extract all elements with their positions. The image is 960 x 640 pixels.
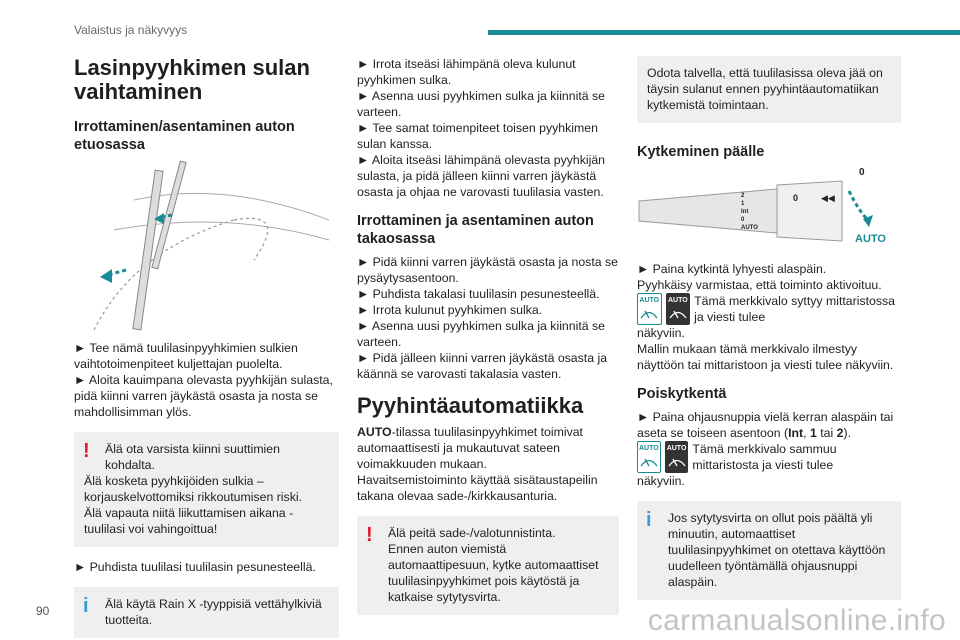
front-step-3: ► Puhdista tuulilasi tuulilasin pesunesteellä. [74, 560, 316, 574]
column-3 [637, 56, 901, 600]
column-1 [74, 56, 339, 638]
stalk-label-auto: AUTO [855, 233, 886, 245]
auto-wiper-indicator-dark-icon: AUTO [665, 441, 689, 473]
warning-line-3: Älä vapauta niitä liikuttamisen aikana - tuulilasi voi vahingoittua! [84, 506, 294, 536]
rear-step-5: ► Pidä jälleen kiinni varren jäykästä osasta ja käännä se varovasti takalasia vasten. [357, 351, 608, 381]
warning-line-2: Älä kosketa pyyhkijöiden sulkia – korjauskelvottomiksi rikkoutumisen riski. [84, 474, 302, 504]
warning-line-1: Älä ota varsista kiinni suuttimien kohdalta. [105, 442, 280, 472]
stalk-label-small-auto: AUTO [741, 225, 758, 231]
header-accent-bar [488, 30, 960, 35]
header-title: Valaistus ja näkyvyys [74, 23, 188, 37]
front-step-7: ► Aloita itseäsi lähimpänä olevasta pyyhkijän sulasta, ja pidä jälleen kiinni varren jäykästä osasta ja ohjaa ne varovasti tuulilasia vasten. [357, 153, 605, 199]
rear-step-1: ► Pidä kiinni varren jäykästä osasta ja nosta se pysäytysasentoon. [357, 255, 618, 285]
info-box-reactivate [637, 501, 901, 600]
auto-mode-desc: -tilassa tuulilasinpyyhkimet toimivat automaattisesti ja mukautuvat sateen voimakkuuden mukaan. [357, 425, 583, 471]
stalk-label-1: 1 [741, 201, 745, 207]
stalk-label-int: Int [741, 209, 749, 215]
auto-wiper-indicator-icon: AUTO [637, 441, 661, 473]
front-step-6: ► Tee samat toimenpiteet toisen pyyhkimen sulan kanssa. [357, 121, 598, 151]
stalk-label-2: 2 [741, 193, 745, 199]
switch-on-step-1: ► Paina kytkintä lyhyesti alaspäin. [637, 262, 827, 276]
switch-off-step: ► Paina ohjausnuppia vielä kerran alaspäin tai aseta se toiseen asentoon (Int, 1 tai 2). [637, 410, 894, 440]
subsection-switch-off: Poiskytkentä [637, 386, 727, 402]
rewind-icon: ◀◀ [821, 193, 835, 203]
front-step-4: ► Irrota itseäsi lähimpänä oleva kulunut pyyhkimen sulka. [357, 57, 576, 87]
warning-sensor-line-2a: Ennen auton viemistä automaattipesuun, kytke automaattiset tuulilasinpyyhkimet pois käytöstä ja katkaise sytytysvirta. [388, 542, 599, 604]
subsection-switch-on: Kytkeminen päälle [637, 144, 765, 160]
warning-icon: ! [83, 440, 90, 462]
page-number: 90 [36, 604, 50, 618]
rear-step-2: ► Puhdista takalasi tuulilasin pesunesteellä. [357, 287, 600, 301]
subsection-rear: Irrottaminen ja asentaminen auton takaosassa [357, 213, 594, 247]
auto-wiper-indicator-icon: AUTO [637, 293, 662, 325]
section-title-automatic-wiping: Pyyhintäautomatiikka [357, 393, 584, 418]
indicator-row-off [637, 441, 901, 473]
front-step-2: ► Aloita kauimpana olevasta pyyhkijän sulasta, pidä kiinni varren jäykästä osasta ja nosta se mahdollisimman ylös. [74, 373, 333, 419]
stalk-ring-0: 0 [793, 193, 799, 203]
watermark: carmanualsonline.info [647, 604, 946, 637]
auto-wiper-indicator-dark-icon: AUTO [666, 293, 691, 325]
info-box-rainx [74, 587, 339, 638]
warning-icon: ! [366, 524, 373, 546]
indicator-row-on [637, 293, 901, 325]
info-reactivate-text: Jos sytytysvirta on ollut pois päältä yli minuutin, automaattiset tuulilasinpyyhkimet on otettava käyttöön uudelleen työntämällä ohjausnuppi alaspäin. [668, 511, 886, 589]
detection-text: Havaitsemistoiminto käyttää sisätaustapeilin takana olevaa sade-/kirkkausanturia. [357, 473, 598, 503]
switch-on-note: Pyyhkäisy varmistaa, että toiminto aktivoituu. [637, 278, 882, 292]
indicator-on-text: Tämä merkkivalo syttyy mittaristossa ja viesti tulee [694, 294, 895, 324]
rear-step-4: ► Asenna uusi pyyhkimen sulka ja kiinnitä se varteen. [357, 319, 605, 349]
auto-bold: AUTO [357, 425, 392, 439]
indicator-off-text: Tämä merkkivalo sammuu mittaristosta ja viesti tulee [692, 442, 837, 472]
wiper-stalk-illustration [637, 167, 901, 251]
column-2 [357, 56, 619, 615]
model-note: Mallin mukaan tämä merkkivalo ilmestyy näyttöön tai mittaristoon ja viesti tulee näkyviin. [637, 342, 894, 372]
indicator-off-text-end: näkyviin. [637, 474, 685, 488]
section-title-blade-replacement: Lasinpyyhkimen sulan vaihtaminen [74, 55, 310, 104]
indicator-on-text-end: näkyviin. [637, 326, 685, 340]
stalk-label-zero: 0 [859, 167, 865, 178]
auto-mode-text [357, 424, 619, 472]
warning-box-handling [74, 432, 339, 547]
rear-step-3: ► Irrota kulunut pyyhkimen sulka. [357, 303, 543, 317]
winter-note-box: Odota talvella, että tuulilasissa oleva jää on täysin sulanut ennen pyyhintäautomatiikan kytkemistä toimintaan. [637, 56, 901, 123]
info-icon: i [83, 595, 89, 617]
warning-box-sensor [357, 516, 619, 615]
info-text: Älä käytä Rain X -tyyppisiä vettähylkiviä tuotteita. [105, 597, 322, 627]
front-wiper-illustration [74, 160, 339, 336]
stalk-label-0: 0 [741, 217, 745, 223]
info-icon: i [646, 509, 652, 531]
front-step-5: ► Asenna uusi pyyhkimen sulka ja kiinnitä se varteen. [357, 89, 605, 119]
front-step-1: ► Tee nämä tuulilasinpyyhkimien sulkien vaihtotoimenpiteet kuljettajan puolelta. [74, 341, 298, 371]
warning-sensor-line-1: Älä peitä sade-/valotunnistinta. [388, 526, 556, 540]
subsection-front: Irrottaminen/asentaminen auton etuosassa [74, 119, 295, 153]
